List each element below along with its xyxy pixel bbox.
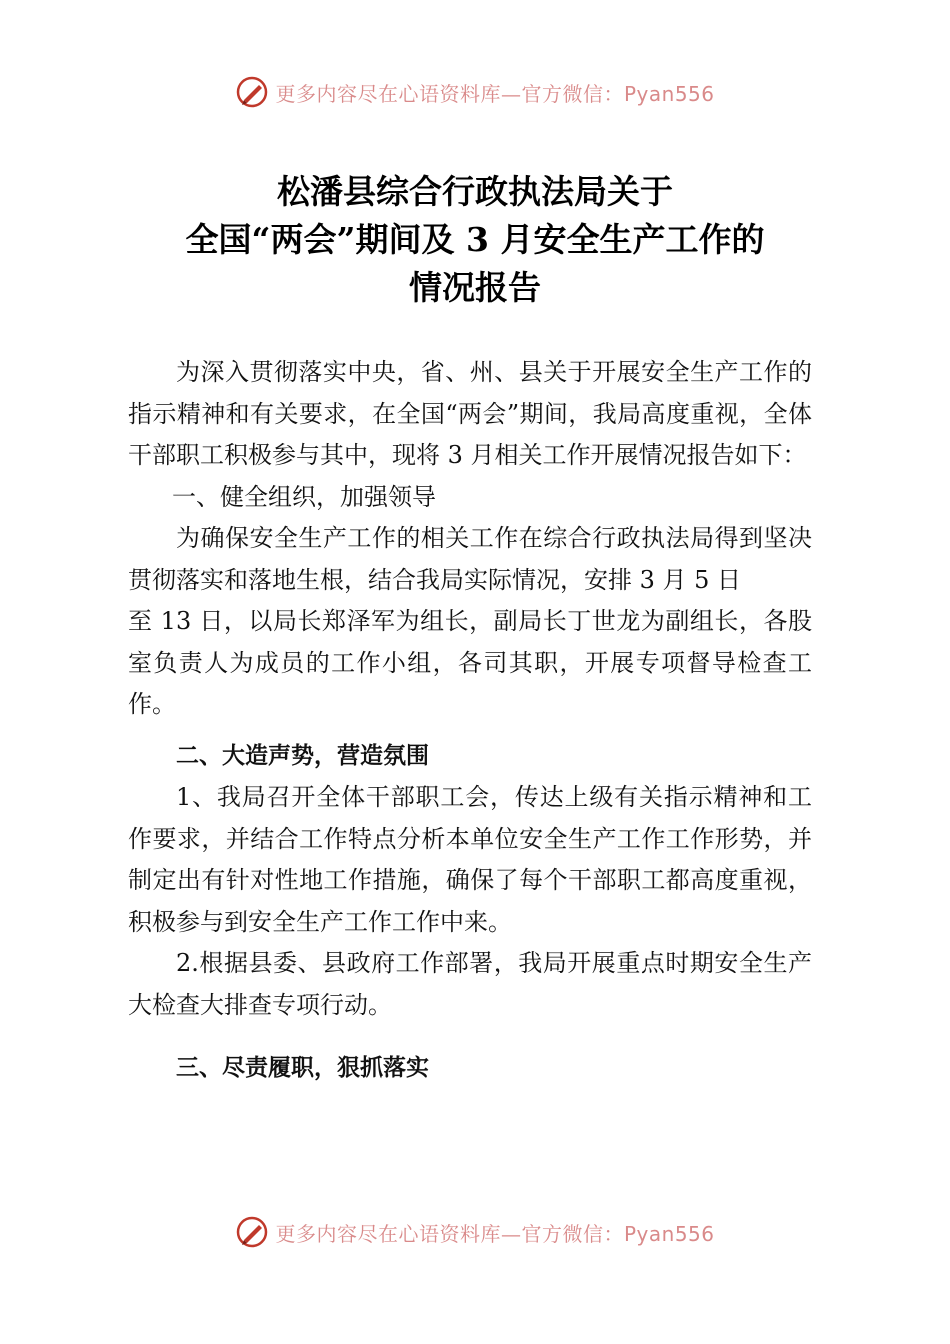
document-title xyxy=(0,168,950,312)
section2-item-2: 2.根据县委、县政府工作部署，我局开展重点时期安全生产大检查大排查专项行动。 xyxy=(128,949,812,1019)
intro-paragraph: 为深入贯彻落实中央，省、州、县关于开展安全生产工作的指示精神和有关要求，在全国“两会”期间，我局高度重视，全体干部职工积极参与其中，现将 3 月相关工作开展情况报告如下： xyxy=(128,358,812,469)
watermark-wechat-id: Pyan556 xyxy=(623,1221,715,1246)
pen-logo-icon xyxy=(235,1215,269,1249)
section1-paragraph-b: 至 13 日，以局长郑泽军为组长，副局长丁世龙为副组长，各股室负责人为成员的工作小组，各司其职，开展专项督导检查工作。 xyxy=(128,607,812,718)
watermark-text: 更多内容尽在心语资料库—官方微信：Pyan556 xyxy=(275,81,715,106)
pen-logo-icon xyxy=(235,75,269,109)
footer-watermark xyxy=(0,1212,950,1252)
section2-heading: 二、大造声势，营造氛围 xyxy=(176,742,429,769)
section2-item-1: 1、我局召开全体干部职工会，传达上级有关指示精神和工作要求，并结合工作特点分析本单位安全生产工作工作形势，并制定出有针对性地工作措施，确保了每个干部职工都高度重视，积极参与到安全生产工作工作中来。 xyxy=(128,783,812,936)
title-line-1: 松潘县综合行政执法局关于 xyxy=(277,172,673,211)
title-line-2: 全国“两会”期间及 3 月安全生产工作的 xyxy=(185,220,765,259)
section1-paragraph-a: 为确保安全生产工作的相关工作在综合行政执法局得到坚决贯彻落实和落地生根，结合我局实际情况，安排 3 月 5 日 xyxy=(128,524,812,594)
title-line-3: 情况报告 xyxy=(409,268,541,307)
watermark-wechat-id: Pyan556 xyxy=(623,81,715,106)
watermark-text: 更多内容尽在心语资料库—官方微信：Pyan556 xyxy=(275,1221,715,1246)
section3-heading: 三、尽责履职，狠抓落实 xyxy=(176,1055,429,1081)
header-watermark xyxy=(0,72,950,112)
document-body xyxy=(128,352,812,1090)
section1-heading: 一、健全组织，加强领导 xyxy=(172,482,436,511)
